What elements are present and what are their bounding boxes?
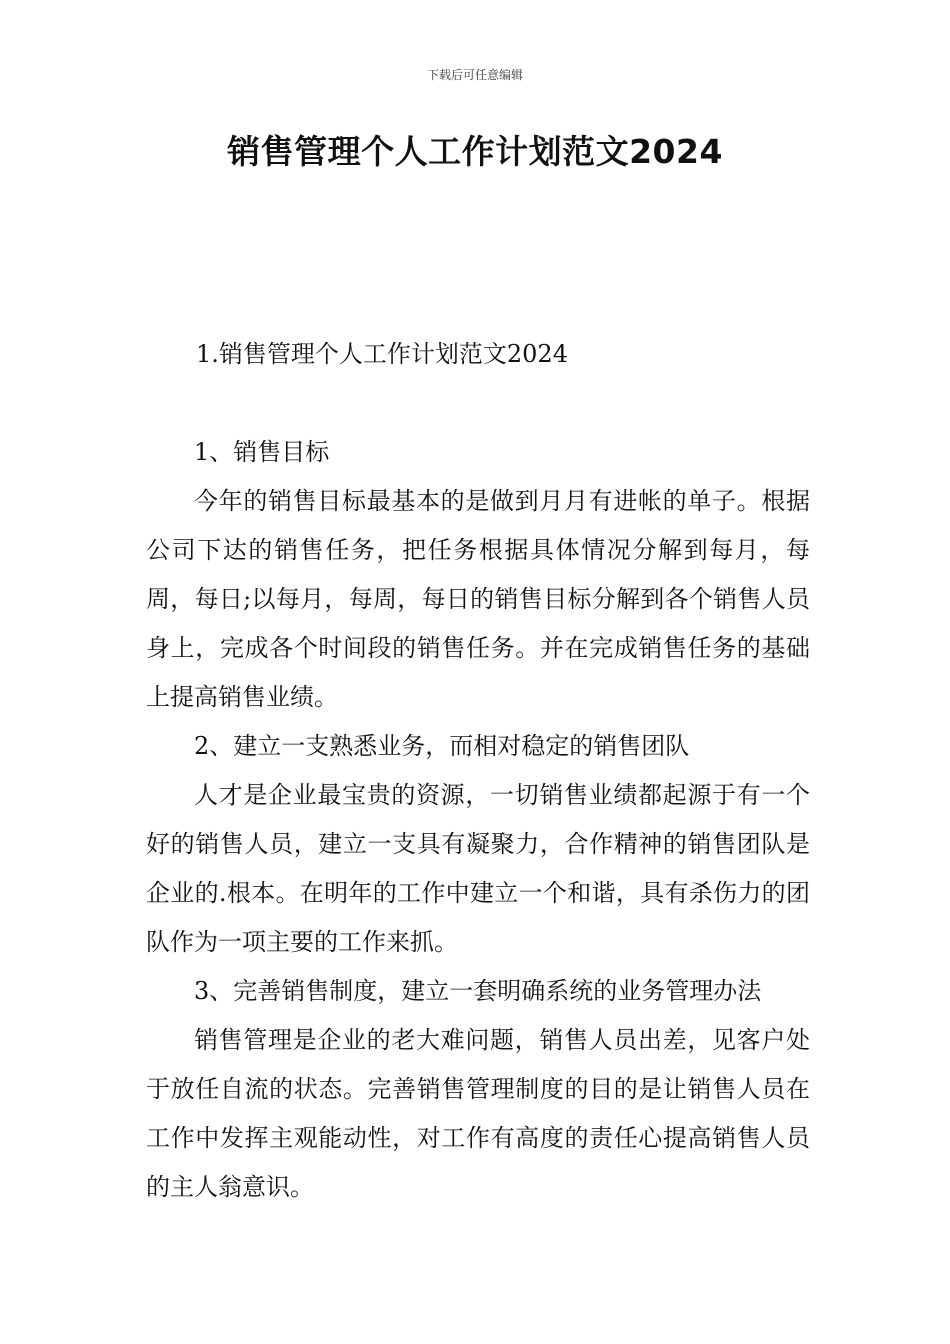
section-paragraph: 销售管理是企业的老大难问题，销售人员出差，见客户处于放任自流的状态。完善销售管理制度的目的是让销售人员在工作中发挥主观能动性，对工作有高度的责任心提高销售人员的主人翁意识。 [146,1026,810,1201]
document-body [146,330,810,1212]
section-heading: 2、建立一支熟悉业务，而相对稳定的销售团队 [194,732,690,760]
section-heading: 3、完善销售制度，建立一套明确系统的业务管理办法 [194,977,762,1005]
section-paragraph: 人才是企业最宝贵的资源，一切销售业绩都起源于有一个好的销售人员，建立一支具有凝聚力，合作精神的销售团队是企业的.根本。在明年的工作中建立一个和谐，具有杀伤力的团队作为一项主要的工作来抓。 [146,781,810,956]
document-title: 销售管理个人工作计划范文2024 [227,132,723,171]
header-note: 下载后可任意编辑 [426,68,523,82]
section-heading: 1、销售目标 [194,438,330,466]
spacer [146,379,810,428]
section-paragraph: 今年的销售目标最基本的是做到月月有进帐的单子。根据公司下达的销售任务，把任务根据具体情况分解到每月，每周，每日;以每月，每周，每日的销售目标分解到各个销售人员身上，完成各个时间段的销售任务。并在完成销售任务的基础上提高销售业绩。 [146,487,810,711]
document-subtitle: 1.销售管理个人工作计划范文2024 [196,340,568,368]
